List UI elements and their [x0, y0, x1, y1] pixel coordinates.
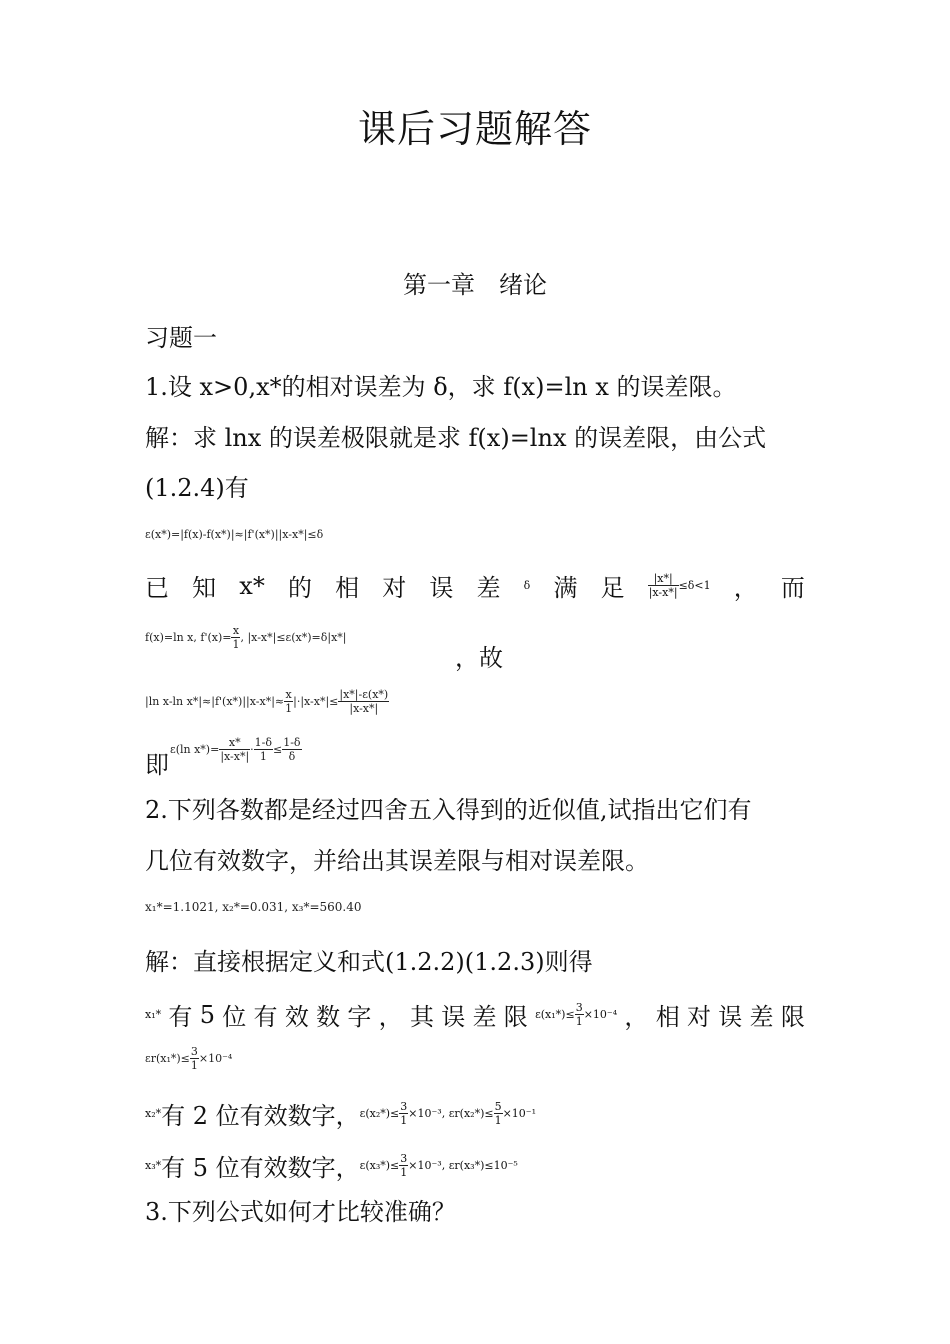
q1-known-line: [145, 568, 805, 603]
delta-symbol: δ: [523, 579, 531, 592]
fraction: $\frac{1-\delta}{1}$: [254, 736, 272, 763]
q1-gu: ，故: [455, 644, 503, 672]
q2-values: x₁*=1.1021, x₂*=0.031, x₃*=560.40: [145, 900, 362, 914]
x1-label: x₁*: [145, 1008, 162, 1021]
q2-x1-relative-formula: εr(x₁*)≤ $\frac{3}{1}$ ×10⁻⁴: [145, 1045, 233, 1072]
q2-question-line1: 2.下列各数都是经过四舍五入得到的近似值,试指出它们有: [145, 796, 752, 824]
q2-x2-line: x₂* 有 2 位有效数字， ε(x₂*)≤ $\frac{3}{1}$ ×10⁻³, εr(x₂*)≤ $\frac{5}{1}$ ×10⁻¹: [145, 1100, 537, 1130]
word: 误: [429, 574, 454, 602]
fraction: $\frac{3}{1}$: [190, 1045, 198, 1072]
q3-question: 3.下列公式如何才比较准确？: [145, 1198, 456, 1226]
x3-formula: ε(x₃*)≤ $\frac{3}{1}$ ×10⁻³, εr(x₃*)≤10⁻⁵: [359, 1152, 518, 1179]
page-title: 课后习题解答: [357, 107, 592, 151]
q1-answer-line2: (1.2.4)有: [145, 474, 249, 502]
x3-label: x₃*: [145, 1159, 162, 1172]
fraction: $\frac{|x*|-\varepsilon(x*)}{|x-x*|}$: [339, 688, 389, 715]
punct: ，: [733, 574, 758, 602]
q2-x1-line: x₁* 有 5 位 有 效 数 字 ， 其 误 差 限 ε(x₁*)≤ $\frac{3}{1}$ ×10⁻⁴ ， 相 对 误 差 限: [145, 1000, 805, 1031]
q1-ji: 即: [145, 751, 169, 779]
q2-answer: 解：直接根据定义和式(1.2.2)(1.2.3)则得: [145, 948, 593, 976]
known-condition: $\frac{|x*|}{|x-x*|}$ ≤δ<1: [648, 572, 711, 599]
word: x*: [239, 571, 265, 600]
q2-question-line2: 几位有效数字，并给出其误差限与相对误差限。: [145, 847, 649, 875]
word: 差: [476, 574, 501, 602]
q1-formula4: ε(ln x*)= $\frac{x*}{|x-x*|}$ · $\frac{1-\delta}{1}$ ≤ $\frac{1-\delta}{\delta}$: [170, 736, 301, 763]
word: 的: [287, 574, 312, 602]
q1-answer-line1: 解：求 lnx 的误差极限就是求 f(x)=lnx 的误差限，由公式: [145, 424, 767, 452]
fraction: $\frac{x}{1}$: [285, 688, 293, 715]
word: 而: [780, 574, 805, 602]
fraction: $\frac{3}{1}$: [400, 1100, 408, 1127]
word: 满: [553, 574, 578, 602]
word: 相: [335, 574, 360, 602]
fraction: $\frac{3}{1}$: [575, 1001, 583, 1028]
fraction: $\frac{x}{1}$: [232, 624, 240, 651]
chapter-heading: 第一章 绪论: [403, 271, 547, 299]
q1-question: 1.设 x>0,x*的相对误差为 δ，求 f(x)=ln x 的误差限。: [145, 373, 737, 401]
q1-formula3: |ln x-ln x*|≈|f'(x*)||x-x*|≈ $\frac{x}{1}$ |·|x-x*|≤ $\frac{|x*|-\varepsilon(x*)}{|x-x*|}$: [145, 688, 389, 715]
fraction: $\frac{5}{1}$: [494, 1100, 502, 1127]
word: 足: [600, 574, 625, 602]
word: 知: [192, 574, 217, 602]
x2-formula: ε(x₂*)≤ $\frac{3}{1}$ ×10⁻³, εr(x₂*)≤ $\frac{5}{1}$ ×10⁻¹: [359, 1100, 537, 1127]
word: 对: [382, 574, 407, 602]
x1-error-formula: ε(x₁*)≤ $\frac{3}{1}$ ×10⁻⁴: [535, 1001, 618, 1028]
q1-formula2: f(x)=ln x, f'(x)= $\frac{x}{1}$ , |x-x*|≤ε(x*)=δ|x*|: [145, 624, 347, 651]
x2-label: x₂*: [145, 1107, 162, 1120]
q2-x3-line: x₃* 有 5 位有效数字， ε(x₃*)≤ $\frac{3}{1}$ ×10⁻³, εr(x₃*)≤10⁻⁵: [145, 1152, 518, 1182]
fraction: $\frac{1-\delta}{\delta}$: [283, 736, 301, 763]
section-heading: 习题一: [145, 324, 217, 352]
fraction: $\frac{|x*|}{|x-x*|}$: [648, 572, 678, 599]
word: 已: [145, 574, 169, 602]
fraction: $\frac{3}{1}$: [400, 1152, 408, 1179]
q1-formula1: ε(x*)=|f(x)-f(x*)|≈|f'(x*)||x-x*|≤δ: [145, 528, 324, 541]
fraction: $\frac{x*}{|x-x*|}$: [220, 736, 250, 763]
